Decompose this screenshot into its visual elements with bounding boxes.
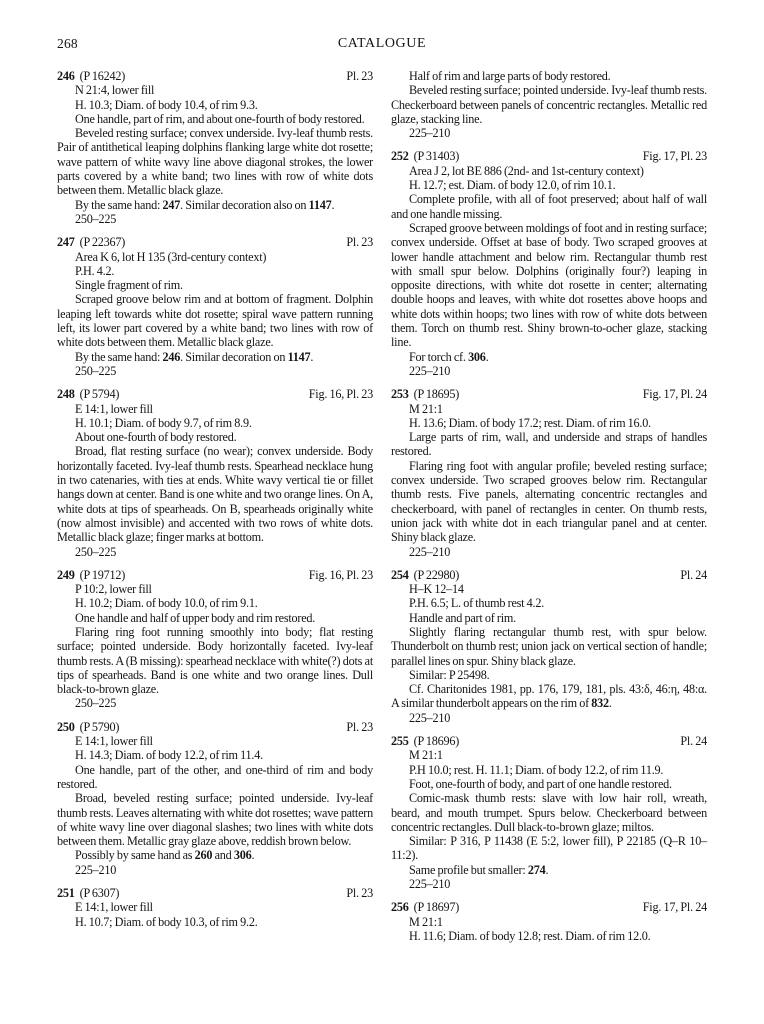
running-head-title: CATALOGUE (337, 36, 427, 51)
figure-plate-reference: Pl. 23 (346, 719, 373, 734)
entry-text-line: P.H. 6.5; L. of thumb rest 4.2. (409, 596, 545, 611)
entry-text-line: Flaring ring foot with angular profile; beveled resting surface; convex underside. Two scraped grooves below rim. Rectangular thumb rests. Five panels, alternating concentric rectangles and checkerboard, with panel of rectangles in center. On thumb rests, union jack with white dot in each triangular panel and at center. Shiny black glaze. (391, 458, 707, 545)
date-range: 225–210 (75, 862, 117, 877)
entry-number: 246 (57, 69, 75, 83)
entry-text-line: Broad, beveled resting surface; pointed underside. Ivy-leaf thumb rests. Leaves alternating with white dot rosettes; wave pattern of white wavy line over diagonal slashes; two lines with white dots between them. Metallic gray glaze above, reddish brown below. (57, 791, 373, 849)
entry-header (391, 900, 707, 914)
entry-text-line: Slightly flaring rectangular thumb rest, with spur below. Thunderbolt on thumb rest; union jack on vertical section of handle; parallel lines on spur. Shiny black glaze. (391, 624, 707, 668)
entry-text-line: Complete profile, with all of foot preserved; about half of wall and one handle missing. (391, 192, 707, 221)
entry-text-line: P.H. 4.2. (75, 263, 115, 278)
entry-header (57, 720, 373, 734)
catalogue-entry (391, 387, 707, 559)
entry-header (57, 69, 373, 83)
catalogue-entry (391, 734, 707, 891)
inventory-number: (P 16242) (79, 69, 126, 83)
entry-number: 249 (57, 567, 75, 582)
entry-text-line: M 21:1 (409, 748, 443, 763)
figure-plate-reference: Fig. 17, Pl. 23 (642, 149, 707, 164)
entry-text-line: Scraped groove between moldings of foot and in resting surface; convex underside. Offset at base of body. Two scraped grooves at lower handle attachment and below rim. Rectangular thumb rest with small spur below. Dolphins (originally four?) leaping in opposite directions, with white dot rosette in center; alternating double hoops and leaves, with white dot rosettes above hoops and white dots within hoops; two lines with row of white dots between them. Torch on thumb rest. Shiny brown-to-ocher glaze, stacking line. (391, 220, 707, 350)
figure-plate-reference: Fig. 17, Pl. 24 (642, 900, 707, 915)
figure-plate-reference: Pl. 24 (680, 567, 707, 582)
entry-header (391, 387, 707, 401)
entry-text-line: Area J 2, lot BE 886 (2nd- and 1st-century context) (409, 163, 644, 178)
figure-plate-reference: Fig. 17, Pl. 24 (642, 387, 707, 402)
entry-text-line: Scraped groove below rim and at bottom of fragment. Dolphin leaping left towards white dot rosette; spiral wave pattern running left, its lower part covered by a white band; two lines with row of white dots between them. Metallic black glaze. (57, 292, 373, 350)
entry-text-line: E 14:1, lower fill (75, 401, 153, 416)
figure-plate-reference: Pl. 23 (346, 69, 373, 83)
entry-text-line: E 14:1, lower fill (75, 734, 153, 749)
entry-text-line: Beveled resting surface; convex underside. Ivy-leaf thumb rests. Pair of antithetical leaping dolphins flanking large white dot rosette; wave pattern of white wavy line above diagonal strokes, the lower parts covered by a white band; two lines with row of white dots between them. Metallic black glaze. (57, 126, 373, 198)
entry-text-line: H. 13.6; Diam. of body 17.2; rest. Diam. of rim 16.0. (409, 415, 651, 430)
entry-text-line: H. 10.2; Diam. of body 10.0, of rim 9.1. (75, 596, 258, 611)
entry-text-line: M 21:1 (409, 401, 443, 416)
date-range: 225–210 (409, 710, 451, 725)
entry-header (391, 568, 707, 582)
entry-number: 252 (391, 149, 409, 164)
entry-text-line: One handle and half of upper body and rim restored. (75, 610, 316, 625)
entry-text-line: By the same hand: 247. Similar decoration also on 1147. (75, 197, 335, 212)
entry-text-line: P.H 10.0; rest. H. 11.1; Diam. of body 12.2, of rim 11.9. (409, 762, 664, 777)
entry-text-line: Possibly by same hand as 260 and 306. (75, 848, 255, 863)
date-range: 250–225 (75, 211, 117, 226)
inventory-number: (P 22367) (79, 235, 126, 250)
entry-number: 254 (391, 567, 409, 582)
entry-text-line: One handle, part of the other, and one-third of rim and body restored. (57, 762, 373, 791)
figure-plate-reference: Fig. 16, Pl. 23 (308, 567, 373, 582)
entry-text-line: H. 14.3; Diam. of body 12.2, of rim 11.4. (75, 748, 263, 763)
entry-text-line: For torch cf. 306. (409, 349, 489, 364)
date-range: 225–210 (409, 363, 451, 378)
inventory-number: (P 5794) (79, 387, 120, 402)
inventory-number: (P 18696) (413, 734, 460, 749)
column-left (57, 69, 373, 929)
entry-number: 256 (391, 900, 409, 915)
entry-text-line: Beveled resting surface; pointed underside. Ivy-leaf thumb rests. Checkerboard between panels of concentric rectangles. Metallic red glaze, stacking line. (391, 83, 707, 126)
inventory-number: (P 18697) (413, 900, 460, 915)
entry-text-line: By the same hand: 246. Similar decoration on 1147. (75, 349, 314, 364)
entry-number: 255 (391, 734, 409, 749)
entry-text-line: Flaring ring foot running smoothly into body; flat resting surface; pointed underside. Body horizontally faceted. Ivy-leaf thumb rests. A (B missing): spearhead necklace with white(?) dots at tips of spearheads. Band is one white and two orange lines. Dull black-to-brown glaze. (57, 624, 373, 697)
entry-number: 250 (57, 719, 75, 734)
entry-text-line: One handle, part of rim, and about one-fourth of body restored. (75, 111, 365, 126)
inventory-number: (P 5790) (79, 719, 120, 734)
catalogue-entry (57, 69, 373, 226)
entry-header (391, 734, 707, 748)
entry-text-line: Same profile but smaller: 274. (409, 862, 549, 877)
figure-plate-reference: Pl. 23 (346, 886, 373, 901)
entry-number: 253 (391, 387, 409, 402)
figure-plate-reference: Fig. 16, Pl. 23 (308, 387, 373, 402)
catalogue-entry (57, 720, 373, 877)
inventory-number: (P 19712) (79, 567, 126, 582)
catalogue-entry (391, 568, 707, 725)
inventory-number: (P 18695) (413, 387, 460, 402)
entry-text-line: P 10:2, lower fill (75, 582, 152, 597)
entry-text-line: H. 12.7; est. Diam. of body 12.0, of rim 10.1. (409, 178, 616, 193)
entry-text-line: Area K 6, lot H 135 (3rd-century context) (75, 249, 267, 264)
entry-text-line: Cf. Charitonides 1981, pp. 176, 179, 181, pls. 43:δ, 46:η, 48:α. A similar thunderbolt appears on the rim of 832. (391, 682, 707, 711)
catalogue-entry (57, 387, 373, 559)
entry-text-line: H. 10.7; Diam. of body 10.3, of rim 9.2. (75, 914, 258, 929)
inventory-number: (P 6307) (79, 886, 120, 901)
entry-text-line: H. 11.6; Diam. of body 12.8; rest. Diam. of rim 12.0. (409, 928, 651, 943)
catalogue-entry (391, 900, 707, 943)
entry-text-line: Foot, one-fourth of body, and part of one handle restored. (409, 776, 672, 791)
inventory-number: (P 22980) (413, 567, 460, 582)
catalogue-entry (57, 568, 373, 711)
date-range: 250–225 (75, 544, 117, 559)
catalogue-entry (57, 235, 373, 378)
column-right (391, 69, 707, 943)
date-range: 250–225 (75, 696, 117, 711)
entry-text-line: H. 10.3; Diam. of body 10.4, of rim 9.3. (75, 97, 258, 112)
entry-text-line: Single fragment of rim. (75, 278, 183, 293)
entry-text-line: M 21:1 (409, 914, 443, 929)
catalogue-entry (391, 149, 707, 378)
date-range: 250–225 (75, 363, 117, 378)
entry-text-line: Broad, flat resting surface (no wear); convex underside. Body horizontally faceted. Ivy-leaf thumb rests. Spearhead necklace hung in two catenaries, with ties at ends. White wavy vertical tie or fillet hangs down at center. Band is one white and two orange lines. On A, white dots at tips of spearheads. On B, spearheads originally white (now almost invisible) and accented with two rows of white dots. Metallic black glaze; finger marks at bottom. (57, 444, 373, 545)
entry-text-line: Comic-mask thumb rests: slave with low hair roll, wreath, beard, and mouth trumpet. Spurs below. Checkerboard between concentric rectangles. Dull black-to-brown glaze; miltos. (391, 791, 707, 834)
entry-header (57, 568, 373, 582)
entry-header (391, 149, 707, 163)
entry-text-line: N 21:4, lower fill (75, 83, 155, 98)
page-number: 268 (57, 36, 78, 51)
entry-text-line: Half of rim and large parts of body restored. (409, 69, 611, 83)
entry-text-line: H–K 12–14 (409, 582, 464, 597)
entry-text-line: Handle and part of rim. (409, 610, 516, 625)
entry-header (57, 235, 373, 249)
catalogue-entry (57, 886, 373, 929)
date-range: 225–210 (409, 877, 451, 892)
entry-text-line: Similar: P 25498. (409, 667, 490, 682)
entry-number: 251 (57, 886, 75, 901)
entry-text-line: Similar: P 316, P 11438 (E 5:2, lower fill), P 22185 (Q–R 10–11:2). (391, 834, 707, 863)
entry-number: 247 (57, 235, 75, 250)
entry-text-line: About one-fourth of body restored. (75, 430, 237, 445)
entry-number: 248 (57, 387, 75, 402)
figure-plate-reference: Pl. 24 (680, 734, 707, 749)
catalogue-entry (391, 69, 707, 140)
entry-text-line: Large parts of rim, wall, and underside and straps of handles restored. (391, 430, 707, 459)
entry-text-line: E 14:1, lower fill (75, 900, 153, 915)
entry-text-line: H. 10.1; Diam. of body 9.7, of rim 8.9. (75, 415, 252, 430)
entry-header (57, 886, 373, 900)
date-range: 225–210 (409, 544, 451, 559)
entry-header (57, 387, 373, 401)
figure-plate-reference: Pl. 23 (346, 235, 373, 250)
date-range: 225–210 (409, 126, 451, 141)
inventory-number: (P 31403) (413, 149, 460, 164)
